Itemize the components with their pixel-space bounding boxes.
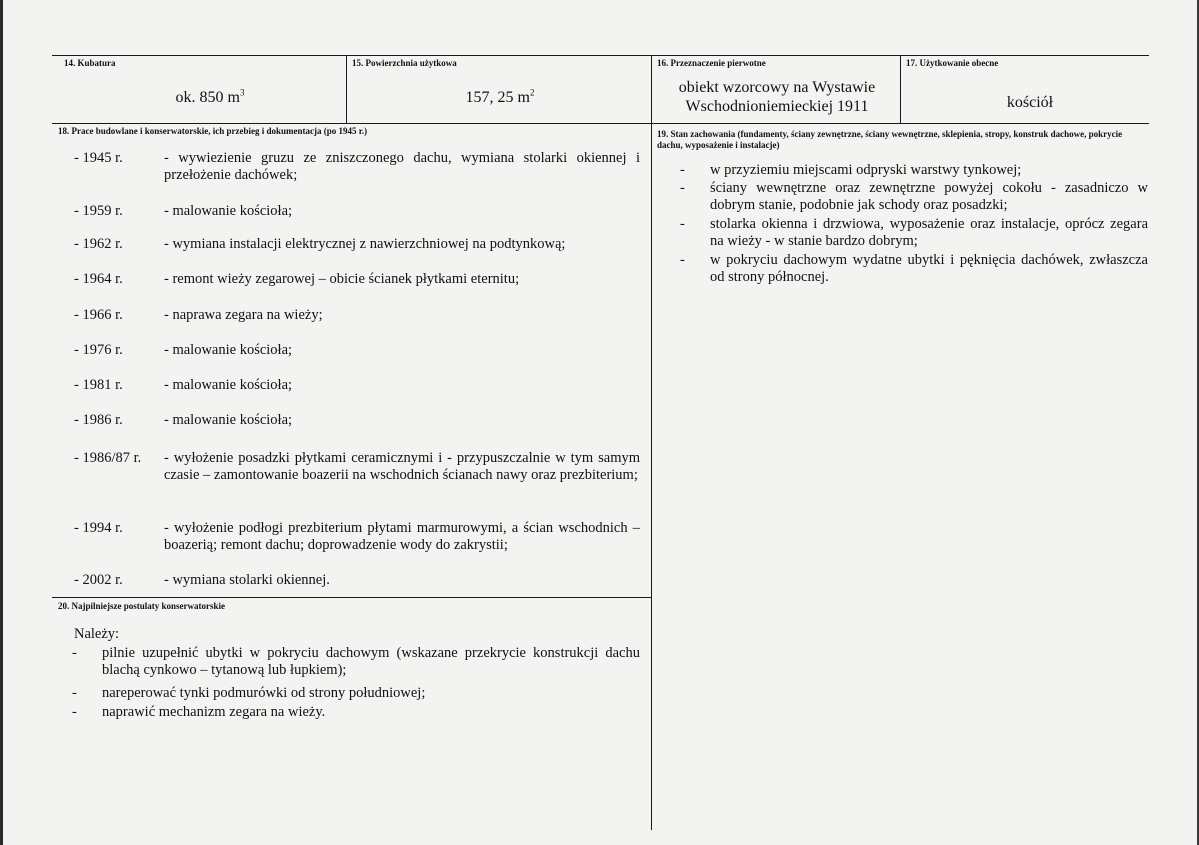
- item-text: w pokryciu dachowym wydatne ubytki i pęknięcia dachówek, zwłaszcza od strony północnej.: [710, 252, 1148, 285]
- item-text: ściany wewnętrzne oraz zewnętrzne powyżej cokołu - zasadniczo w dobrym stanie, podobnie jak schody oraz posadzki;: [710, 180, 1148, 213]
- entry-text: - malowanie kościoła;: [164, 342, 293, 358]
- field-16-header: 16. Przeznaczenie pierwotne: [657, 58, 766, 68]
- field-18-header: 18. Prace budowlane i konserwatorskie, ich przebieg i dokumentacja (po 1945 r.): [58, 126, 368, 136]
- grid-row-divider: [52, 123, 1149, 124]
- item-text: w przyziemiu miejscami odpryski warstwy tynkowej;: [710, 162, 1022, 178]
- list-dash: -: [680, 216, 685, 232]
- entry-text: - wyłożenie posadzki płytkami ceramicznymi i - przypuszczalnie w tym samym czasie – zamontowanie boazerii na wschodnich ścianach nawy oraz prezbiterium;: [164, 450, 640, 483]
- grid-col-divider-1: [346, 55, 347, 123]
- field-16-value: [655, 78, 899, 116]
- field-17-header: 17. Użytkowanie obecne: [906, 58, 999, 68]
- list-dash: -: [680, 162, 685, 178]
- field-14-header: 14. Kubatura: [64, 58, 116, 68]
- entry-year: - 1976 r.: [74, 342, 123, 358]
- entry-year: - 2002 r.: [74, 572, 123, 588]
- grid-col-divider-3: [900, 55, 901, 123]
- field-19-header: 19. Stan zachowania (fundamenty, ściany zewnętrzne, ściany wewnętrzne, sklepienia, stropy, konstruk dachowe, pokrycie dachu, wyposażenie i instalacje): [657, 129, 1123, 150]
- field-20-header: 20. Najpilniejsze postulaty konserwatorskie: [58, 601, 225, 611]
- entry-text: - naprawa zegara na wieży;: [164, 307, 323, 323]
- entry-text: - wywiezienie gruzu ze zniszczonego dachu, wymiana stolarki okiennej i przełożenie dachówek;: [164, 150, 640, 183]
- list-dash: -: [680, 252, 685, 268]
- entry-text: - wymiana stolarki okiennej.: [164, 572, 330, 588]
- scan-edge-left: [0, 0, 3, 845]
- field-20-intro: Należy:: [74, 626, 120, 642]
- list-dash: -: [680, 180, 685, 196]
- entry-text: - wymiana instalacji elektrycznej z nawierzchniowej na podtynkową;: [164, 236, 566, 252]
- field-17-value: kościół: [1006, 94, 1054, 111]
- entry-year: - 1945 r.: [74, 150, 123, 166]
- field-15-header: 15. Powierzchnia użytkowa: [352, 58, 457, 68]
- grid-top-border: [52, 55, 1149, 56]
- entry-text: - wyłożenie podłogi prezbiterium płytami marmurowymi, a ścian wschodnich – boazerią; remont dachu; doprowadzenie wody do zakrystii;: [164, 520, 640, 553]
- entry-year: - 1986 r.: [74, 412, 123, 428]
- entry-year: - 1964 r.: [74, 271, 123, 287]
- entry-year: - 1962 r.: [74, 236, 123, 252]
- entry-text: - malowanie kościoła;: [164, 412, 293, 428]
- item-text: nareperować tynki podmurówki od strony południowej;: [102, 685, 426, 701]
- item-text: stolarka okienna i drzwiowa, wyposażenie oraz instalacje, oprócz zegara na wieży - w stanie bardzo dobrym;: [710, 216, 1148, 249]
- entry-year: - 1994 r.: [74, 520, 123, 536]
- entry-year: - 1966 r.: [74, 307, 123, 323]
- field-16-value-line-1: obiekt wzorcowy na Wystawie: [678, 79, 876, 96]
- entry-text: - remont wieży zegarowej – obicie ścianek płytkami eternitu;: [164, 271, 520, 287]
- list-dash: -: [72, 685, 77, 701]
- field-14-value: ok. 850 $m^3$: [175, 87, 245, 106]
- entry-year: - 1959 r.: [74, 203, 123, 219]
- field-15-value: 157, 25 $m^2$: [465, 87, 535, 106]
- item-text: pilnie uzupełnić ubytki w pokryciu dachowym (wskazane przekrycie konstrukcji dachu blachą cynkowo – tytanową lub łupkiem);: [102, 645, 640, 678]
- grid-section-divider: [52, 597, 651, 598]
- grid-col-divider-main: [651, 55, 652, 830]
- field-16-value-line-2: Wschodnioniemieckiej 1911: [685, 98, 869, 115]
- list-dash: -: [72, 704, 77, 720]
- item-text: naprawić mechanizm zegara na wieży.: [102, 704, 326, 720]
- entry-year: - 1981 r.: [74, 377, 123, 393]
- entry-year: - 1986/87 r.: [74, 450, 142, 466]
- list-dash: -: [72, 645, 77, 661]
- entry-text: - malowanie kościoła;: [164, 377, 293, 393]
- entry-text: - malowanie kościoła;: [164, 203, 293, 219]
